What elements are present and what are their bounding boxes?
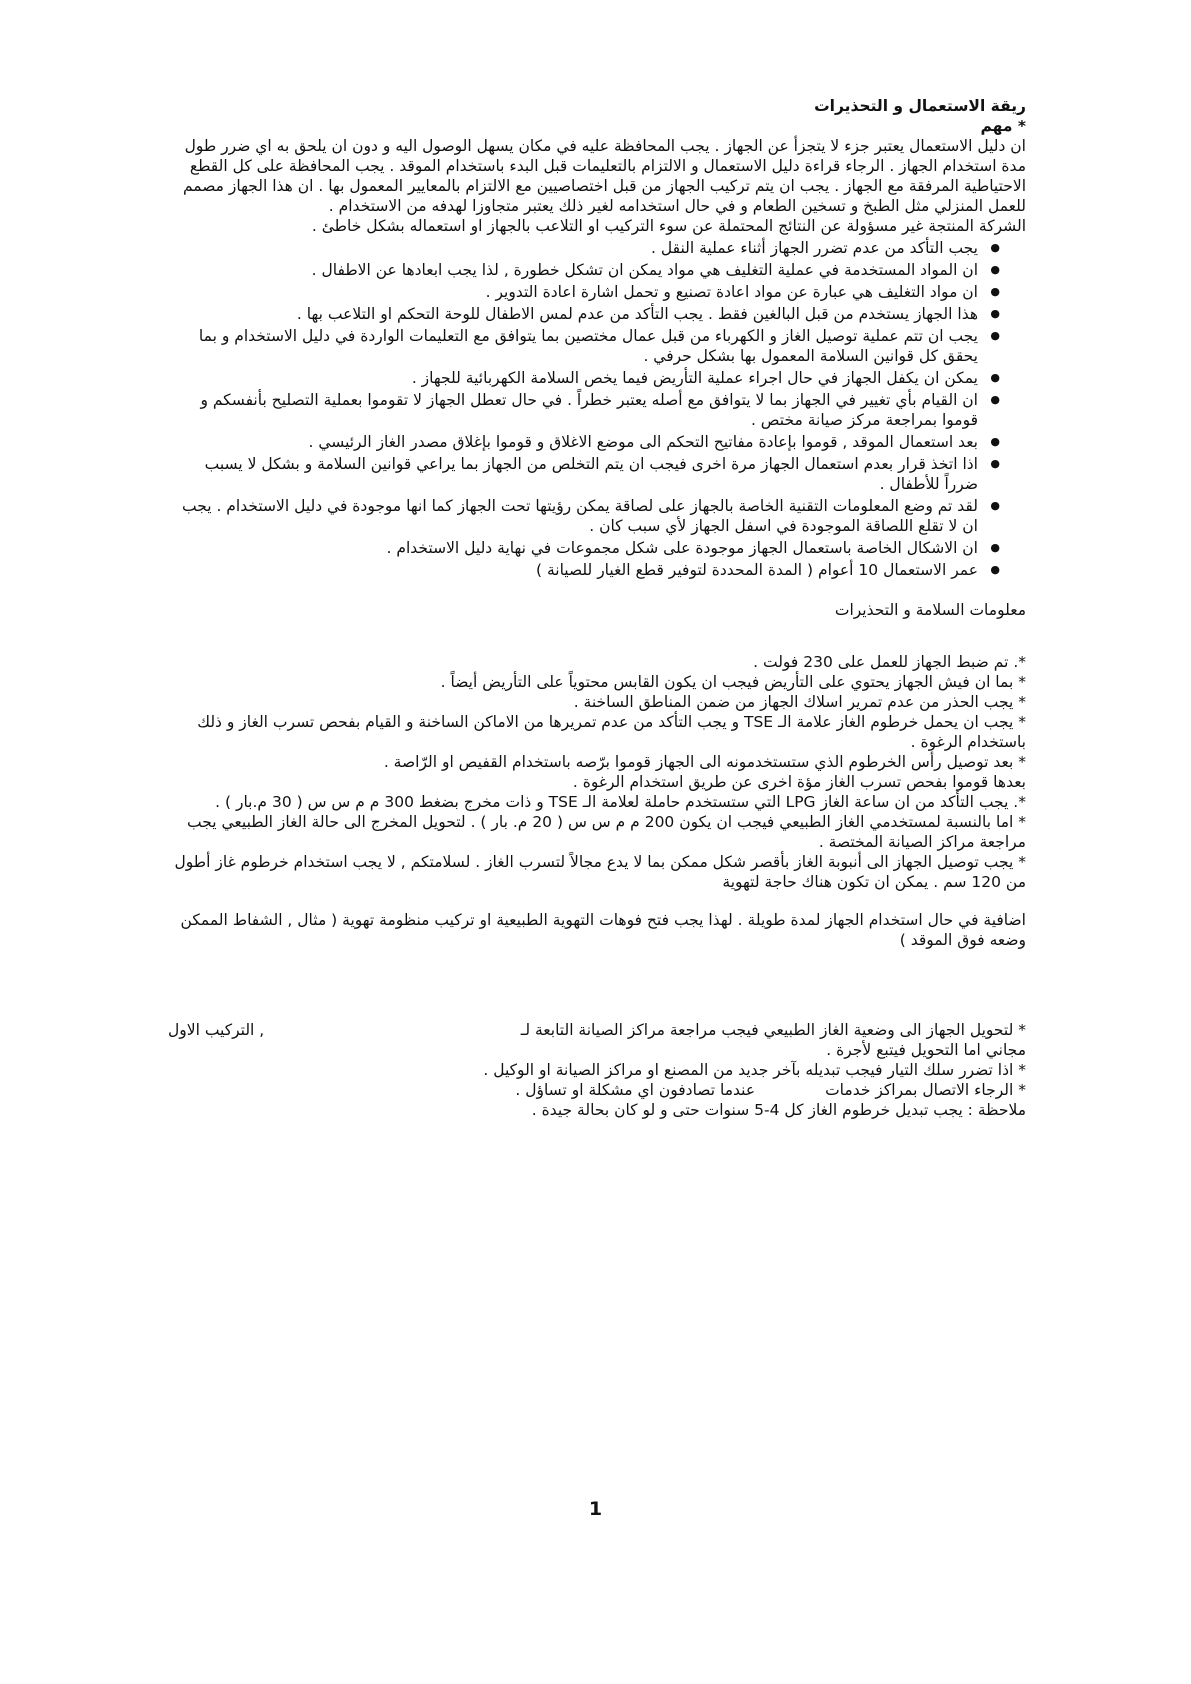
list-item: ● يجب التأكد من عدم تضرر الجهاز أثناء عملية النقل . [168,238,1000,258]
conversion-text: * لتحويل الجهاز الى وضعية الغاز الطبيعي فيجب مراجعة مراكز الصيانة التابعة لـ [520,1021,1026,1039]
hose-replacement-note: ملاحظة : يجب تبديل خرطوم الغاز كل 4-5 سنوات حتى و لو كان بحالة جيدة . [531,1101,1026,1119]
first-installation-note: , التركيب الاول [168,1021,265,1039]
warnings-list [168,238,1026,580]
list-item: ● يمكن ان يكفل الجهاز في حال اجراء عملية التأريض فيما يخص السلامة الكهربائية للجهاز . [168,368,1000,388]
important-label: * مهم [980,117,1026,135]
page-content [168,96,1026,1120]
list-item: ● اذا اتخذ قرار بعدم استعمال الجهاز مرة اخرى فيجب ان يتم التخلص من الجهاز بما يراعي قوانين السلامة و بشكل لا يسبب ضرراً للأطفال . [168,454,1000,494]
safety-line: * بعد توصيل رأس الخرطوم الذي ستستخدمونه الى الجهاز قوموا برّصه باستخدام القفيص او الرّاصة . [383,753,1026,771]
list-item: ● ان مواد التغليف هي عبارة عن مواد اعادة تصنيع و تحمل اشارة اعادة التدوير . [168,282,1000,302]
list-item: ● ان المواد المستخدمة في عملية التغليف هي مواد يمكن ان تشكل خطورة , لذا يجب ابعادها عن الاطفال . [168,260,1000,280]
page-number: 1 [588,1498,603,1520]
intro-paragraph: ان دليل الاستعمال يعتبر جزء لا يتجزأ عن الجهاز . يجب المحافظة عليه في مكان يسهل الوصول اليه و دون ان يلحق به اي ضرر طول مدة استخدام الجهاز . الرجاء قراءة دليل الاستعمال و الالتزام بالتعليمات قبل البدء باستخدام الموقد . يجب المحافظة على كل القطع الاحتياطية المرفقة مع الجهاز . يجب ان يتم تركيب الجهاز من قبل اختصاصيين مع الالتزام بالمعايير المعمول بها . ان هذا الجهاز مصمم للعمل المنزلي مثل الطبخ و تسخين الطعام و في حال استخدامه لغير ذلك يعتبر متجاوزا لهدفه من الاستخدام . [182,137,1026,215]
company-paragraph: الشركة المنتجة غير مسؤولة عن النتائج المحتملة عن سوء التركيب او التلاعب بالجهاز او استعماله بشكل خاطئ . [311,217,1026,235]
conversion-section [168,1020,1026,1120]
list-item: ● ان القيام بأي تغيير في الجهاز بما لا يتوافق مع أصله يعتبر خطراً . في حال تعطل الجهاز لا تقوموا بعملية التصليح بأنفسكم و قوموا بمراجعة مركز صيانة مختص . [168,390,1000,430]
list-item: ● هذا الجهاز يستخدم من قبل البالغين فقط . يجب التأكد من عدم لمس الاطفال للوحة التحكم او التلاعب بها . [168,304,1000,324]
safety-line: * بما ان فيش الجهاز يحتوي على التأريض فيجب ان يكون القابس محتوياً على التأريض أيضاً . [440,673,1026,691]
safety-line: *. يجب التأكد من ان ساعة الغاز LPG التي ستستخدم حاملة لعلامة الـ TSE و ذات مخرج بضغط 300 م م س س ( 30 م.بار ) . [215,793,1026,811]
list-item: ● بعد استعمال الموقد , قوموا بإعادة مفاتيح التحكم الى موضع الاغلاق و قوموا بإغلاق مصدر الغاز الرئيسي . [168,432,1000,452]
conversion-line: مجاني اما التحويل فيتبع لأجرة . [826,1041,1026,1059]
contact-service-text: * الرجاء الاتصال بمراكز خدمات [825,1081,1026,1099]
safety-line: بعدها قوموا بفحص تسرب الغاز مؤة اخرى عن طريق استخدام الرغوة . [572,773,1026,791]
list-item: ● يجب ان تتم عملية توصيل الغاز و الكهرباء من قبل عمال مختصين بما يتوافق مع التعليمات الواردة في دليل الاستخدام و بما يحقق كل قوانين السلامة المعمول بها بشكل حرفي . [168,326,1000,366]
page-heading: ريقة الاستعمال و التحذيرات [814,97,1026,115]
list-item: ● عمر الاستعمال 10 أعوام ( المدة المحددة لتوفير قطع الغيار للصيانة ) [168,560,1000,580]
list-item: ● لقد تم وضع المعلومات التقنية الخاصة بالجهاز على لصاقة يمكن رؤيتها تحت الجهاز كما انها موجودة في دليل الاستخدام . يجب ان لا تقلع اللصاقة الموجودة في اسفل الجهاز لأي سبب كان . [168,496,1000,536]
safety-line: * اما بالنسبة لمستخدمي الغاز الطبيعي فيجب ان يكون 200 م م س س ( 20 م. بار ) . لتحويل المخرج الى حالة الغاز الطبيعي يجب مراجعة مراكز الصيانة المختصة . [187,813,1026,851]
conversion-line [168,1020,1026,1040]
safety-line: * يجب الحذر من عدم تمرير اسلاك الجهاز من ضمن المناطق الساخنة . [573,693,1026,711]
safety-line: *. تم ضبط الجهاز للعمل على 230 فولت . [753,653,1026,671]
safety-line: * يجب توصيل الجهاز الى أنبوبة الغاز بأقصر شكل ممكن بما لا يدع مجالاً لتسرب الغاز . لسلامتكم , لا يجب استخدام خرطوم غاز أطول من 120 سم . يمكن ان تكون هناك حاجة لتهوية [174,853,1026,891]
contact-service-text-2: عندما تصادفون اي مشكلة او تساؤل . [515,1081,756,1099]
safety-line: * يجب ان يحمل خرطوم الغاز علامة الـ TSE و يجب التأكد من عدم تمريرها من الاماكن الساخنة و القيام بفحص تسرب الغاز و ذلك باستخدام الرغوة . [197,713,1026,751]
ventilation-paragraph: اضافية في حال استخدام الجهاز لمدة طويلة . لهذا يجب فتح فوهات التهوية الطبيعية او تركيب منظومة تهوية ( مثال , الشفاط الممكن وضعه فوق الموقد ) [180,911,1026,949]
conversion-line [168,1080,1026,1100]
safety-heading: معلومات السلامة و التحذيرات [834,601,1026,619]
conversion-line: * اذا تضرر سلك التيار فيجب تبديله بآخر جديد من المصنع او مراكز الصيانة او الوكيل . [483,1061,1026,1079]
list-item: ● ان الاشكال الخاصة باستعمال الجهاز موجودة على شكل مجموعات في نهاية دليل الاستخدام . [168,538,1000,558]
safety-section [168,652,1026,892]
